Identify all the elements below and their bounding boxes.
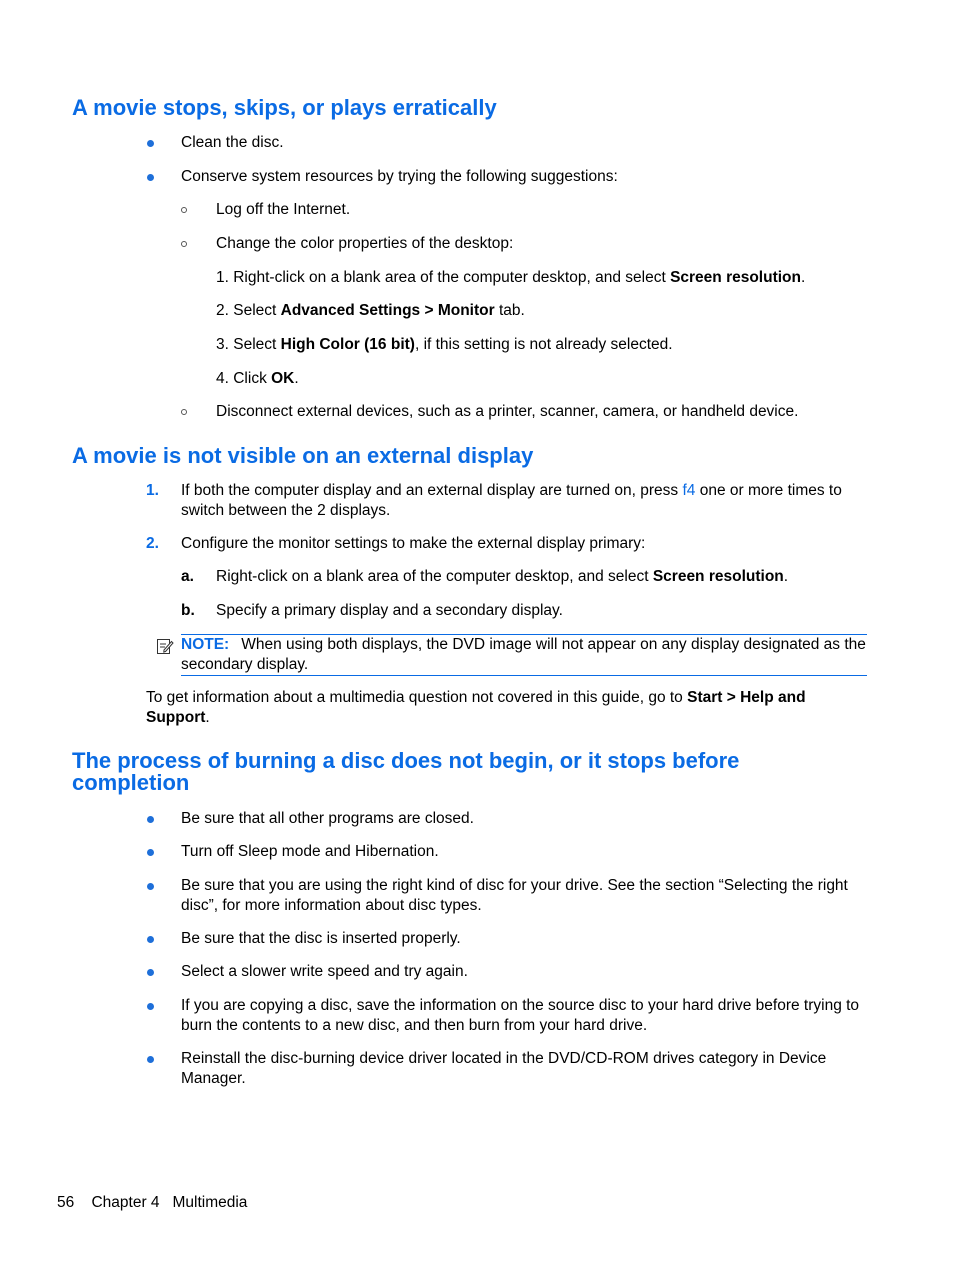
section-heading-external-display: A movie is not visible on an external display <box>72 443 534 468</box>
bullet-dot <box>147 883 154 890</box>
f4-key: f4 <box>682 482 696 499</box>
bullet-text: Conserve system resources by trying the following suggestions: <box>181 168 618 185</box>
info-paragraph: To get information about a multimedia question not covered in this guide, go to Start > Help and Support. <box>146 689 806 726</box>
chapter-title: Multimedia <box>172 1194 248 1211</box>
bullet-dot <box>147 140 154 147</box>
bullet-text: Be sure that you are using the right kind of disc for your drive. See the section “Selecting the right disc”, for more information about disc types. <box>181 877 848 914</box>
step-3: 3. Select High Color (16 bit), if this setting is not already selected. <box>216 336 673 353</box>
bullet-text: Select a slower write speed and try again. <box>181 963 468 980</box>
page-number: 56 <box>57 1194 75 1211</box>
bullet-dot <box>147 969 154 976</box>
sub-item-b: Specify a primary display and a secondary display. <box>216 602 563 619</box>
bullet-text: If you are copying a disc, save the information on the source disc to your hard drive before trying to burn the contents to a new disc, and then burn from your hard drive. <box>181 997 860 1034</box>
sub-letter: a. <box>181 568 194 585</box>
sub-bullet-text: Disconnect external devices, such as a printer, scanner, camera, or handheld device. <box>216 403 799 420</box>
page-footer <box>57 1193 247 1212</box>
note-pencil-icon <box>156 637 174 655</box>
sub-bullet-text: Change the color properties of the desktop: <box>216 235 514 252</box>
bullet-text: Be sure that the disc is inserted properly. <box>181 930 461 947</box>
note-text: NOTE: When using both displays, the DVD image will not appear on any display designated as the secondary display. <box>181 636 866 673</box>
section-heading-movie-stops: A movie stops, skips, or plays erratically <box>72 95 497 120</box>
bullet-dot <box>147 936 154 943</box>
step-1: 1. Right-click on a blank area of the computer desktop, and select Screen resolution. <box>216 269 806 286</box>
list-number: 2. <box>146 535 159 552</box>
sub-item-a: Right-click on a blank area of the computer desktop, and select Screen resolution. <box>216 568 789 585</box>
sub-bullet-circle <box>181 241 187 247</box>
sub-bullet-circle <box>181 409 187 415</box>
sub-bullet-circle <box>181 207 187 213</box>
sub-bullet-text: Log off the Internet. <box>216 201 351 218</box>
sub-letter: b. <box>181 602 195 619</box>
bullet-dot <box>147 849 154 856</box>
note-label: NOTE: <box>181 636 230 653</box>
bullet-text: Turn off Sleep mode and Hibernation. <box>181 843 439 860</box>
numbered-item-2: Configure the monitor settings to make the external display primary: <box>181 535 646 552</box>
bullet-text: Be sure that all other programs are closed. <box>181 810 474 827</box>
section-heading-burning-disc: The process of burning a disc does not begin, or it stops before completion <box>72 748 740 795</box>
bullet-dot <box>147 816 154 823</box>
bullet-text: Clean the disc. <box>181 134 284 151</box>
bullet-dot <box>147 1056 154 1063</box>
bullet-dot <box>147 174 154 181</box>
bullet-text: Reinstall the disc-burning device driver located in the DVD/CD-ROM drives category in Device Manager. <box>181 1050 827 1087</box>
list-number: 1. <box>146 482 159 499</box>
bullet-dot <box>147 1003 154 1010</box>
numbered-item-1: If both the computer display and an external display are turned on, press f4 one or more times to switch between the 2 displays. <box>181 482 842 519</box>
step-2: 2. Select Advanced Settings > Monitor tab. <box>216 302 525 319</box>
chapter-label: Chapter 4 <box>91 1194 160 1211</box>
step-4: 4. Click OK. <box>216 370 299 387</box>
